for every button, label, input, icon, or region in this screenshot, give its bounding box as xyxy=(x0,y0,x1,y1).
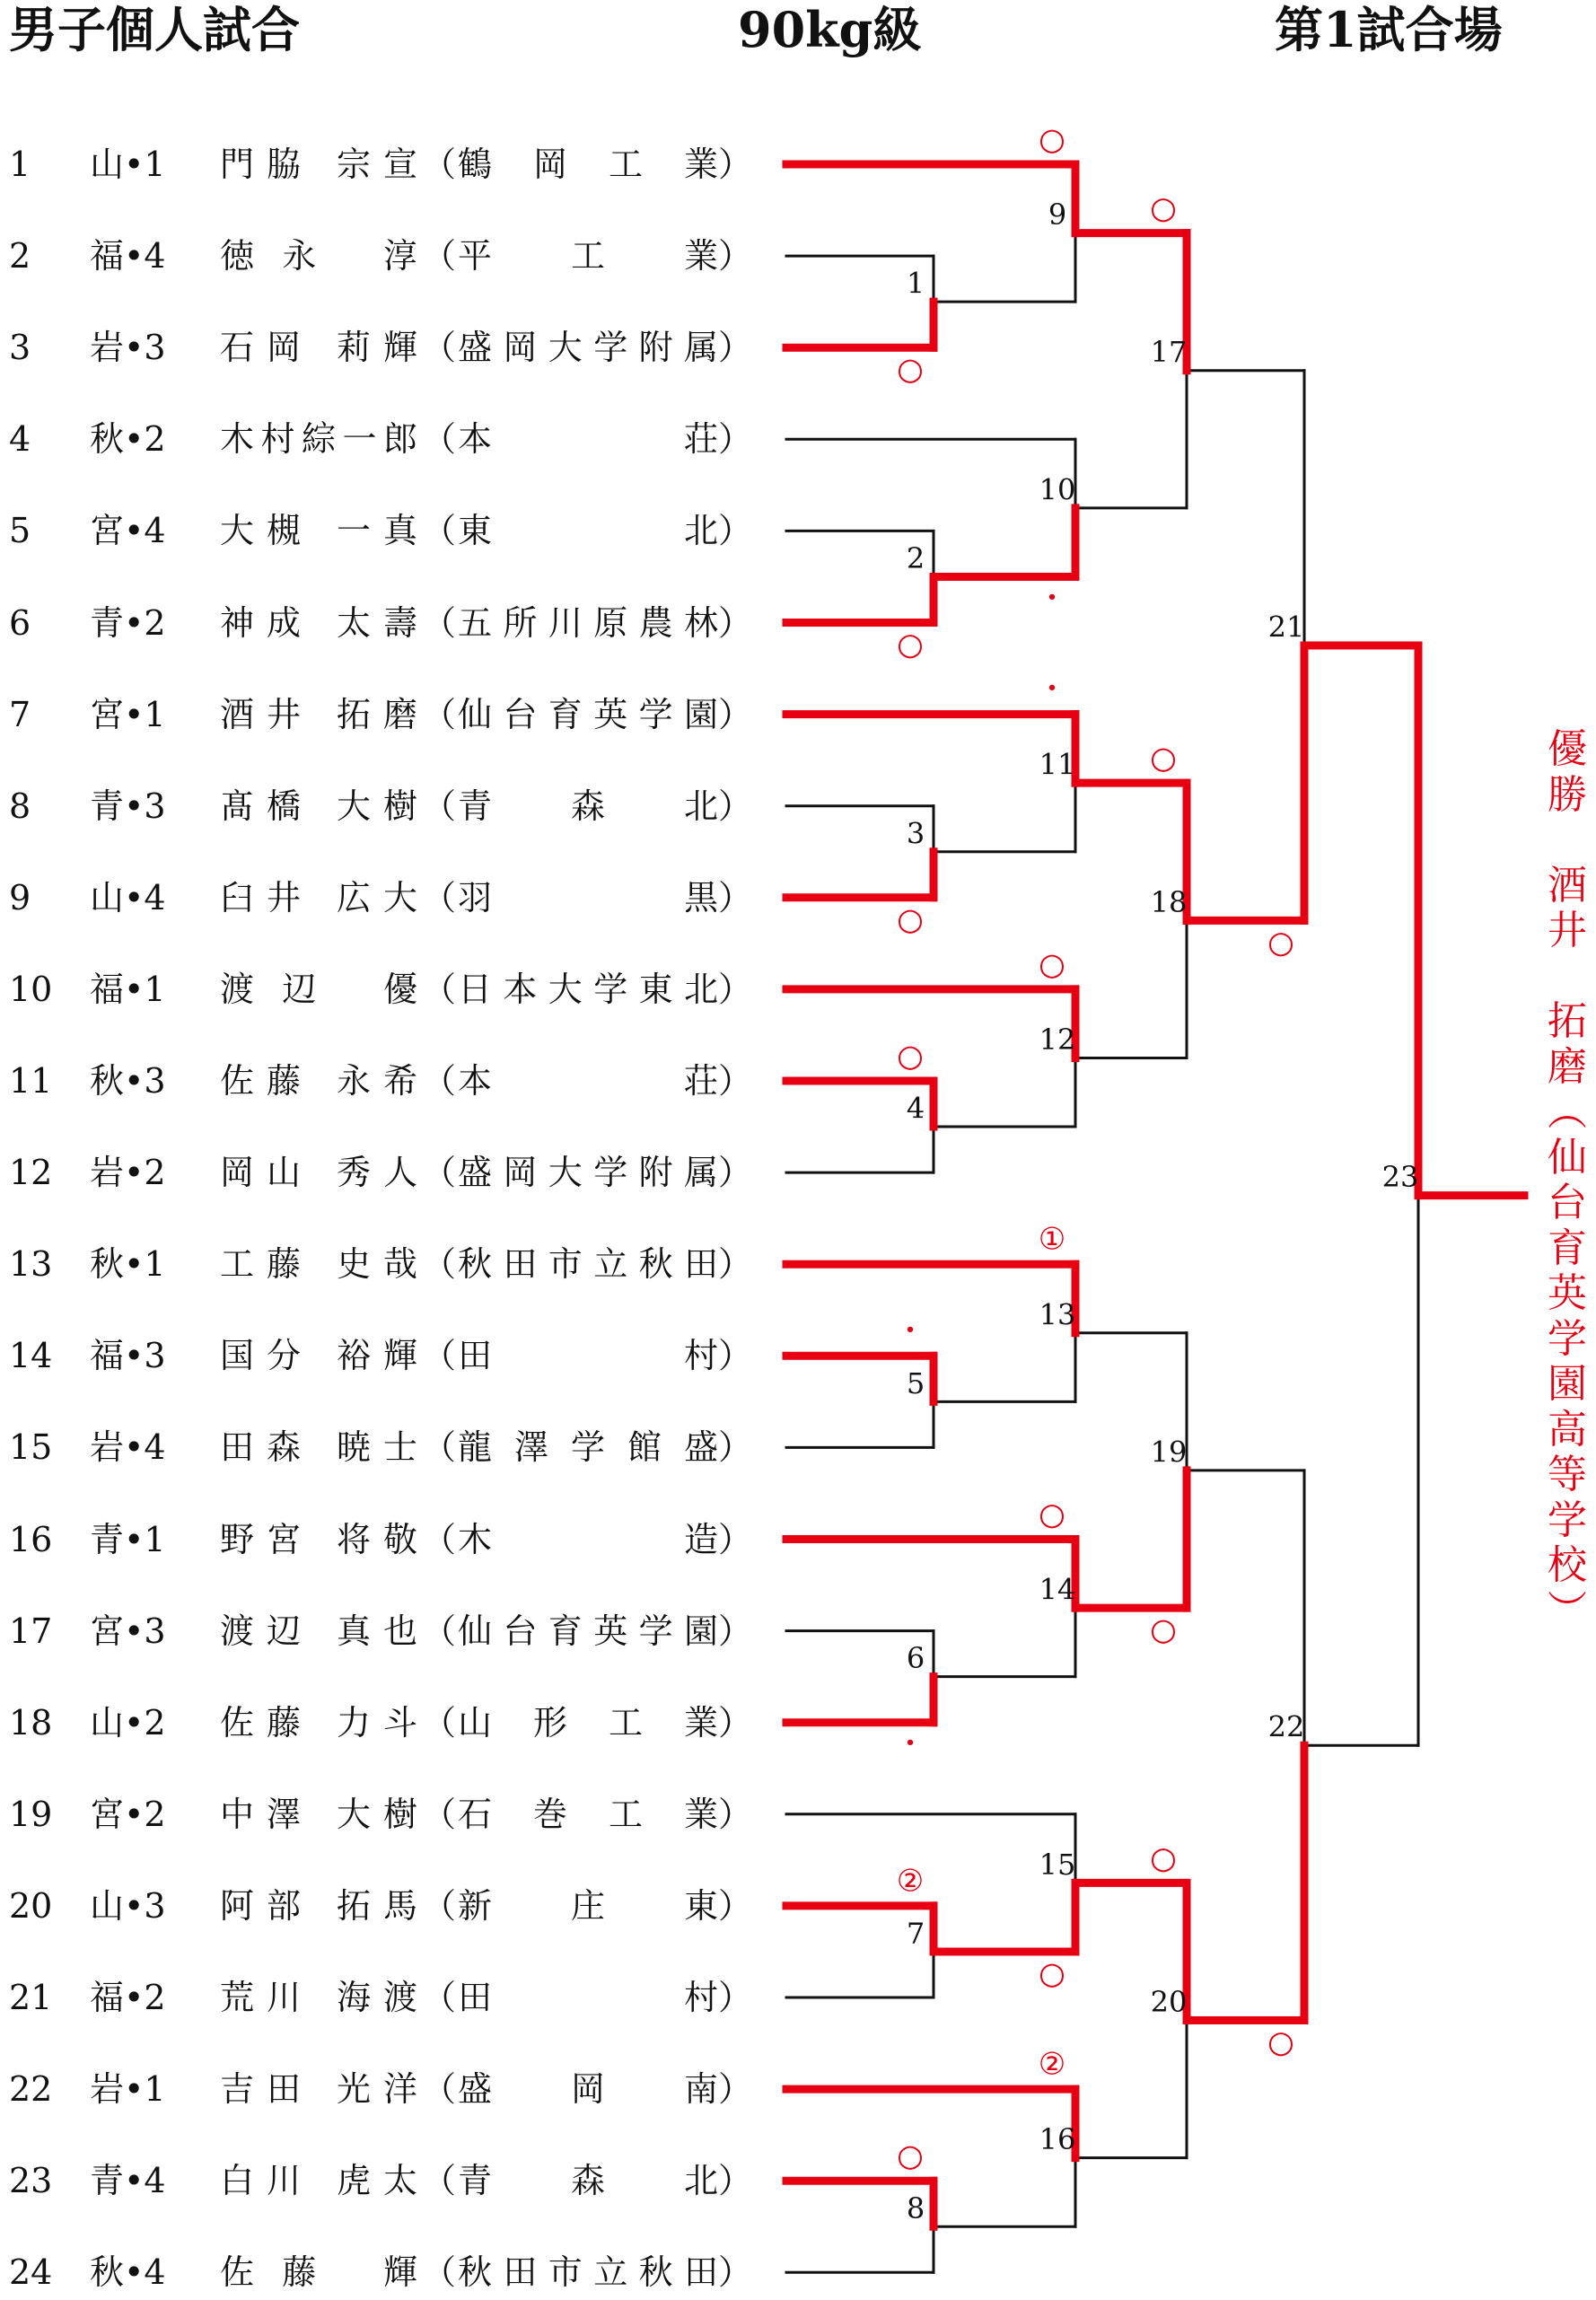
competitor-number: 16 xyxy=(9,1519,53,1559)
competitor-prefecture-grade: 岩•3 xyxy=(90,328,166,368)
result-mark: ・ xyxy=(1037,580,1067,617)
competitor-prefecture-grade: 岩•1 xyxy=(90,2069,166,2110)
competitor-number: 24 xyxy=(9,2252,53,2293)
competitor-name: 佐藤 永希 xyxy=(220,1061,417,1101)
competitor-number: 17 xyxy=(9,1611,53,1651)
paren-open: （ xyxy=(422,1427,457,1468)
competitor-name: 石岡 莉輝 xyxy=(220,328,417,368)
paren-open: （ xyxy=(422,1794,457,1834)
competitor-name: 渡辺 優 xyxy=(220,969,417,1009)
competitor-prefecture-grade: 宮•3 xyxy=(90,1611,166,1651)
paren-close: ） xyxy=(718,419,753,460)
match-number: 17 xyxy=(1150,335,1188,370)
competitor-school: 青 森 北 xyxy=(458,786,718,826)
match-number: 10 xyxy=(1039,472,1076,507)
paren-close: ） xyxy=(718,2069,753,2110)
venue-title: 第1試合場 xyxy=(1275,1,1503,58)
result-mark: ① xyxy=(1038,1221,1066,1258)
result-mark: ○ xyxy=(897,627,924,663)
result-mark: ○ xyxy=(1039,946,1065,983)
paren-close: ） xyxy=(718,511,753,551)
competitor-school: 仙台育英学園 xyxy=(458,1611,718,1651)
paren-close: ） xyxy=(718,1611,753,1651)
competitor-prefecture-grade: 福•2 xyxy=(90,1978,166,2017)
paren-close: ） xyxy=(718,1336,753,1376)
competitor-school: 本 荘 xyxy=(458,419,718,460)
weight-class: 90kg級 xyxy=(738,1,922,58)
result-mark: ○ xyxy=(1150,190,1177,227)
match-number: 20 xyxy=(1150,1985,1188,2020)
competitor-name: 神成 太壽 xyxy=(220,602,417,643)
competitor-school: 日本大学東北 xyxy=(458,969,718,1009)
paren-close: ） xyxy=(718,1978,753,2017)
competitor-prefecture-grade: 青•4 xyxy=(90,2161,166,2201)
competitor-school: 石 巻 工 業 xyxy=(458,1794,718,1834)
competitor-prefecture-grade: 秋•1 xyxy=(90,1244,166,1285)
match-number: 23 xyxy=(1381,1160,1419,1195)
paren-close: ） xyxy=(718,328,753,368)
competitor-school: 平 工 業 xyxy=(458,236,718,277)
competitor-prefecture-grade: 岩•4 xyxy=(90,1427,166,1468)
competitor-number: 20 xyxy=(9,1885,53,1926)
competitor-number: 1 xyxy=(9,145,31,184)
competitor-number: 21 xyxy=(9,1978,53,2017)
competitor-school: 盛 岡 南 xyxy=(458,2069,718,2110)
result-mark: ○ xyxy=(1150,1839,1177,1876)
champion-banner xyxy=(1542,727,1592,1634)
paren-open: （ xyxy=(422,786,457,826)
paren-open: （ xyxy=(422,877,457,917)
competitor-school: 青 森 北 xyxy=(458,2161,718,2201)
result-mark: ② xyxy=(1038,2046,1066,2083)
paren-open: （ xyxy=(422,236,457,277)
competitor-prefecture-grade: 山•1 xyxy=(90,145,166,184)
match-number: 21 xyxy=(1267,610,1305,645)
competitor-number: 22 xyxy=(9,2069,53,2110)
competitor-name: 岡山 秀人 xyxy=(220,1153,417,1193)
competitor-prefecture-grade: 宮•2 xyxy=(90,1794,166,1834)
event-title: 男子個人試合 xyxy=(9,1,300,58)
match-number: 9 xyxy=(1048,198,1067,233)
competitor-school: 秋田市立秋田 xyxy=(458,2252,718,2293)
competitor-prefecture-grade: 山•2 xyxy=(90,1702,166,1743)
competitor-name: 渡辺 真也 xyxy=(220,1611,417,1651)
paren-open: （ xyxy=(422,511,457,551)
competitor-name: 阿部 拓馬 xyxy=(220,1885,417,1926)
match-number: 13 xyxy=(1039,1297,1076,1332)
result-mark: ○ xyxy=(1039,1955,1065,1992)
competitor-name: 佐藤 力斗 xyxy=(220,1702,417,1743)
competitor-school: 仙台育英学園 xyxy=(458,694,718,734)
spacer xyxy=(1542,818,1592,864)
competitor-school: 東 北 xyxy=(458,511,718,551)
match-number: 7 xyxy=(906,1916,925,1951)
paren-open: （ xyxy=(422,1611,457,1651)
result-mark: ○ xyxy=(897,2138,924,2174)
competitor-number: 14 xyxy=(9,1336,53,1376)
competitor-school: 盛岡大学附属 xyxy=(458,1153,718,1193)
result-mark: ○ xyxy=(1150,1611,1177,1648)
competitor-school: 田 村 xyxy=(458,1978,718,2017)
competitor-name: 工藤 史哉 xyxy=(220,1244,417,1285)
result-mark: ・ xyxy=(895,1726,925,1763)
competitor-name: 大槻 一真 xyxy=(220,511,417,551)
result-mark: ○ xyxy=(897,351,924,388)
paren-close: ） xyxy=(718,969,753,1009)
paren-open: （ xyxy=(422,2069,457,2110)
competitor-number: 12 xyxy=(9,1153,53,1193)
paren-open: （ xyxy=(422,1978,457,2017)
paren-open: （ xyxy=(422,419,457,460)
competitor-prefecture-grade: 青•3 xyxy=(90,786,166,826)
paren-close: ） xyxy=(718,1702,753,1743)
competitor-number: 13 xyxy=(9,1244,53,1285)
competitor-school: 田 村 xyxy=(458,1336,718,1376)
competitor-name: 佐藤 輝 xyxy=(220,2252,417,2293)
competitor-number: 15 xyxy=(9,1427,53,1468)
result-mark: ○ xyxy=(1267,2024,1294,2061)
paren-open: （ xyxy=(422,1519,457,1559)
competitor-school: 五所川原農林 xyxy=(458,602,718,643)
competitor-school: 鶴 岡 工 業 xyxy=(458,145,718,184)
result-mark: ・ xyxy=(895,1312,925,1349)
competitor-name: 田森 暁士 xyxy=(220,1427,417,1468)
paren-close: ） xyxy=(718,145,753,184)
competitor-name: 国分 裕輝 xyxy=(220,1336,417,1376)
result-mark: ○ xyxy=(1039,1497,1065,1532)
result-mark: ○ xyxy=(897,901,924,938)
result-mark: ○ xyxy=(1039,121,1065,158)
paren-close: ） xyxy=(718,2161,753,2201)
paren-open: （ xyxy=(422,2161,457,2201)
paren-close: ） xyxy=(718,1519,753,1559)
competitor-number: 18 xyxy=(9,1702,53,1743)
competitor-prefecture-grade: 岩•2 xyxy=(90,1153,166,1193)
paren-close: ） xyxy=(718,786,753,826)
competitor-prefecture-grade: 秋•4 xyxy=(90,2252,166,2293)
competitor-number: 19 xyxy=(9,1794,53,1834)
paren-close: ） xyxy=(718,1244,753,1285)
competitor-prefecture-grade: 福•1 xyxy=(90,969,166,1009)
paren-open: （ xyxy=(422,1153,457,1193)
paren-close: ） xyxy=(718,1153,753,1193)
competitor-number: 6 xyxy=(9,602,31,643)
match-number: 8 xyxy=(906,2190,925,2225)
match-number: 18 xyxy=(1150,884,1188,919)
competitor-name: 門脇 宗宣 xyxy=(220,145,417,184)
competitor-school: 盛岡大学附属 xyxy=(458,328,718,368)
competitor-number: 9 xyxy=(9,877,31,917)
paren-open: （ xyxy=(422,1702,457,1743)
competitor-name: 木村綜一郎 xyxy=(220,419,417,460)
paren-open: （ xyxy=(422,145,457,184)
competitor-name: 徳永 淳 xyxy=(220,236,417,277)
paren-open: （ xyxy=(422,2252,457,2293)
paren-close: ） xyxy=(718,694,753,734)
match-number: 6 xyxy=(906,1641,925,1676)
match-number: 19 xyxy=(1150,1435,1188,1470)
match-number: 1 xyxy=(906,266,925,301)
competitor-name: 荒川 海渡 xyxy=(220,1978,417,2017)
paren-open: （ xyxy=(422,1885,457,1926)
paren-close: ） xyxy=(718,877,753,917)
paren-close: ） xyxy=(718,1794,753,1834)
paren-open: （ xyxy=(422,694,457,734)
competitor-school: 羽 黒 xyxy=(458,877,718,917)
match-number: 16 xyxy=(1039,2122,1076,2157)
competitor-school: 本 荘 xyxy=(458,1061,718,1101)
result-mark: ○ xyxy=(1150,740,1177,777)
competitor-name: 髙橋 大樹 xyxy=(220,786,417,826)
paren-close: ） xyxy=(718,602,753,643)
match-number: 2 xyxy=(906,540,925,575)
competitor-number: 11 xyxy=(9,1061,53,1101)
paren-open: （ xyxy=(422,969,457,1009)
paren-open: （ xyxy=(422,1061,457,1101)
competitor-prefecture-grade: 福•4 xyxy=(90,236,166,277)
competitor-prefecture-grade: 山•4 xyxy=(90,877,166,917)
competitor-name: 酒井 拓磨 xyxy=(220,694,417,734)
competitor-school: 木 造 xyxy=(458,1519,718,1559)
paren-open: （ xyxy=(422,328,457,368)
result-mark: ○ xyxy=(897,1038,924,1075)
competitor-school: 龍 澤 学 館 盛 xyxy=(458,1427,718,1468)
paren-open: （ xyxy=(422,1336,457,1376)
competitor-school: 新 庄 東 xyxy=(458,1885,718,1926)
competitor-name: 野宮 将敬 xyxy=(220,1519,417,1559)
competitor-school: 山 形 工 業 xyxy=(458,1702,718,1743)
competitor-name: 中澤 大樹 xyxy=(220,1794,417,1834)
paren-close: ） xyxy=(718,1061,753,1101)
result-mark: ・ xyxy=(1037,672,1067,708)
competitor-number: 5 xyxy=(9,511,31,551)
paren-close: ） xyxy=(718,2252,753,2293)
competitor-school: 秋田市立秋田 xyxy=(458,1244,718,1285)
competitor-prefecture-grade: 青•1 xyxy=(90,1519,166,1559)
competitor-prefecture-grade: 秋•2 xyxy=(90,419,166,460)
paren-close: ） xyxy=(718,1427,753,1468)
competitor-name: 臼井 広大 xyxy=(220,877,417,917)
match-number: 14 xyxy=(1039,1572,1076,1607)
paren-close: ） xyxy=(718,1885,753,1926)
competitor-prefecture-grade: 青•2 xyxy=(90,602,166,643)
champion-label-vertical: 優 勝 xyxy=(1548,726,1587,818)
match-number: 12 xyxy=(1039,1022,1076,1057)
match-number: 5 xyxy=(906,1365,925,1400)
paren-close: ） xyxy=(718,236,753,277)
competitor-number: 8 xyxy=(9,786,31,826)
competitor-number: 4 xyxy=(9,419,31,460)
competitor-number: 2 xyxy=(9,236,31,277)
competitor-number: 23 xyxy=(9,2161,53,2201)
competitor-prefecture-grade: 秋•3 xyxy=(90,1061,166,1101)
competitor-number: 10 xyxy=(9,969,53,1009)
paren-open: （ xyxy=(422,602,457,643)
result-mark: ○ xyxy=(1267,924,1294,961)
competitor-prefecture-grade: 宮•1 xyxy=(90,694,166,734)
champion-vertical-text xyxy=(1542,727,1592,1634)
competitor-prefecture-grade: 福•3 xyxy=(90,1336,166,1376)
match-number: 15 xyxy=(1039,1847,1076,1882)
competitor-number: 3 xyxy=(9,328,31,368)
competitor-number: 7 xyxy=(9,694,31,734)
competitor-prefecture-grade: 宮•4 xyxy=(90,511,166,551)
competitor-name: 白川 虎太 xyxy=(220,2161,417,2201)
champion-name-vertical: 酒 井 拓 磨 xyxy=(1548,862,1587,1090)
result-mark: ② xyxy=(896,1863,925,1900)
competitor-name: 吉田 光洋 xyxy=(220,2069,417,2110)
competitor-prefecture-grade: 山•3 xyxy=(90,1885,166,1926)
match-number: 3 xyxy=(906,816,925,851)
match-number: 11 xyxy=(1039,747,1076,782)
paren-open: （ xyxy=(422,1244,457,1285)
match-number: 4 xyxy=(906,1091,925,1126)
champion-school-vertical: ︵ 仙 台 育 英 学 園 高 等 学 校 ︶ xyxy=(1548,1089,1587,1634)
match-number: 22 xyxy=(1267,1709,1305,1744)
